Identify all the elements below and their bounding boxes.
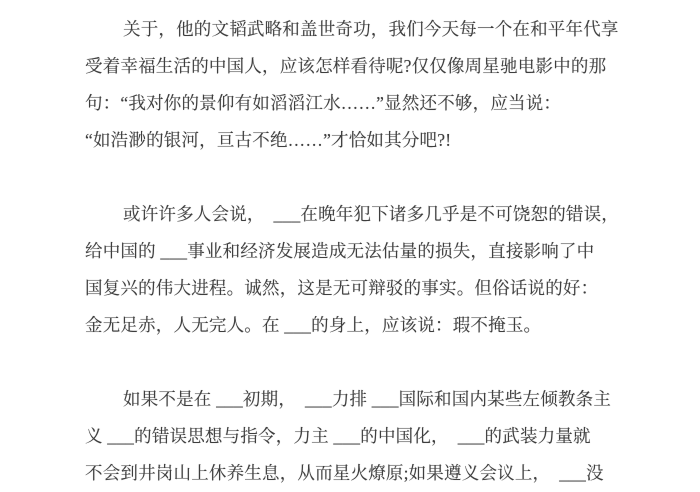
text-line: 国复兴的伟大进程。诚然，这是无可辩驳的事实。但俗话说的好： [85, 278, 599, 298]
text-line: 如果不是在 ___初期， ___力排 ___国际和国内某些左倾教条主 [123, 389, 612, 409]
paragraph-1 [85, 11, 617, 159]
text-line-clipped: 不会到井岗山上休养生息，从而星火燎原;如果遵义会议上， ___没 [85, 463, 604, 483]
text-line: 或许许多人会说， ___在晚年犯下诸多几乎是不可饶恕的错误， [123, 204, 619, 224]
paragraph-3 [85, 381, 617, 492]
text-line: 金无足赤，人无完人。在 ___的身上，应该说：瑕不掩玉。 [85, 315, 542, 335]
text-block [85, 11, 617, 492]
text-line: 关于，他的文韬武略和盖世奇功，我们今天每一个在和平年代享 [123, 19, 619, 39]
text-line: 义 ___的错误思想与指令，力主 ___的中国化， ___的武装力量就 [85, 426, 591, 446]
paragraph-2 [85, 196, 617, 344]
text-line: “如浩渺的银河，亘古不绝……”才恰如其分吧?! [85, 130, 452, 150]
text-line: 句：“我对你的景仰有如滔滔江水……”显然还不够，应当说： [85, 93, 562, 113]
text-line: 给中国的 ___事业和经济发展造成无法估量的损失，直接影响了中 [85, 241, 595, 261]
text-line: 受着幸福生活的中国人，应该怎样看待呢?仅仅像周星驰电影中的那 [85, 56, 607, 76]
